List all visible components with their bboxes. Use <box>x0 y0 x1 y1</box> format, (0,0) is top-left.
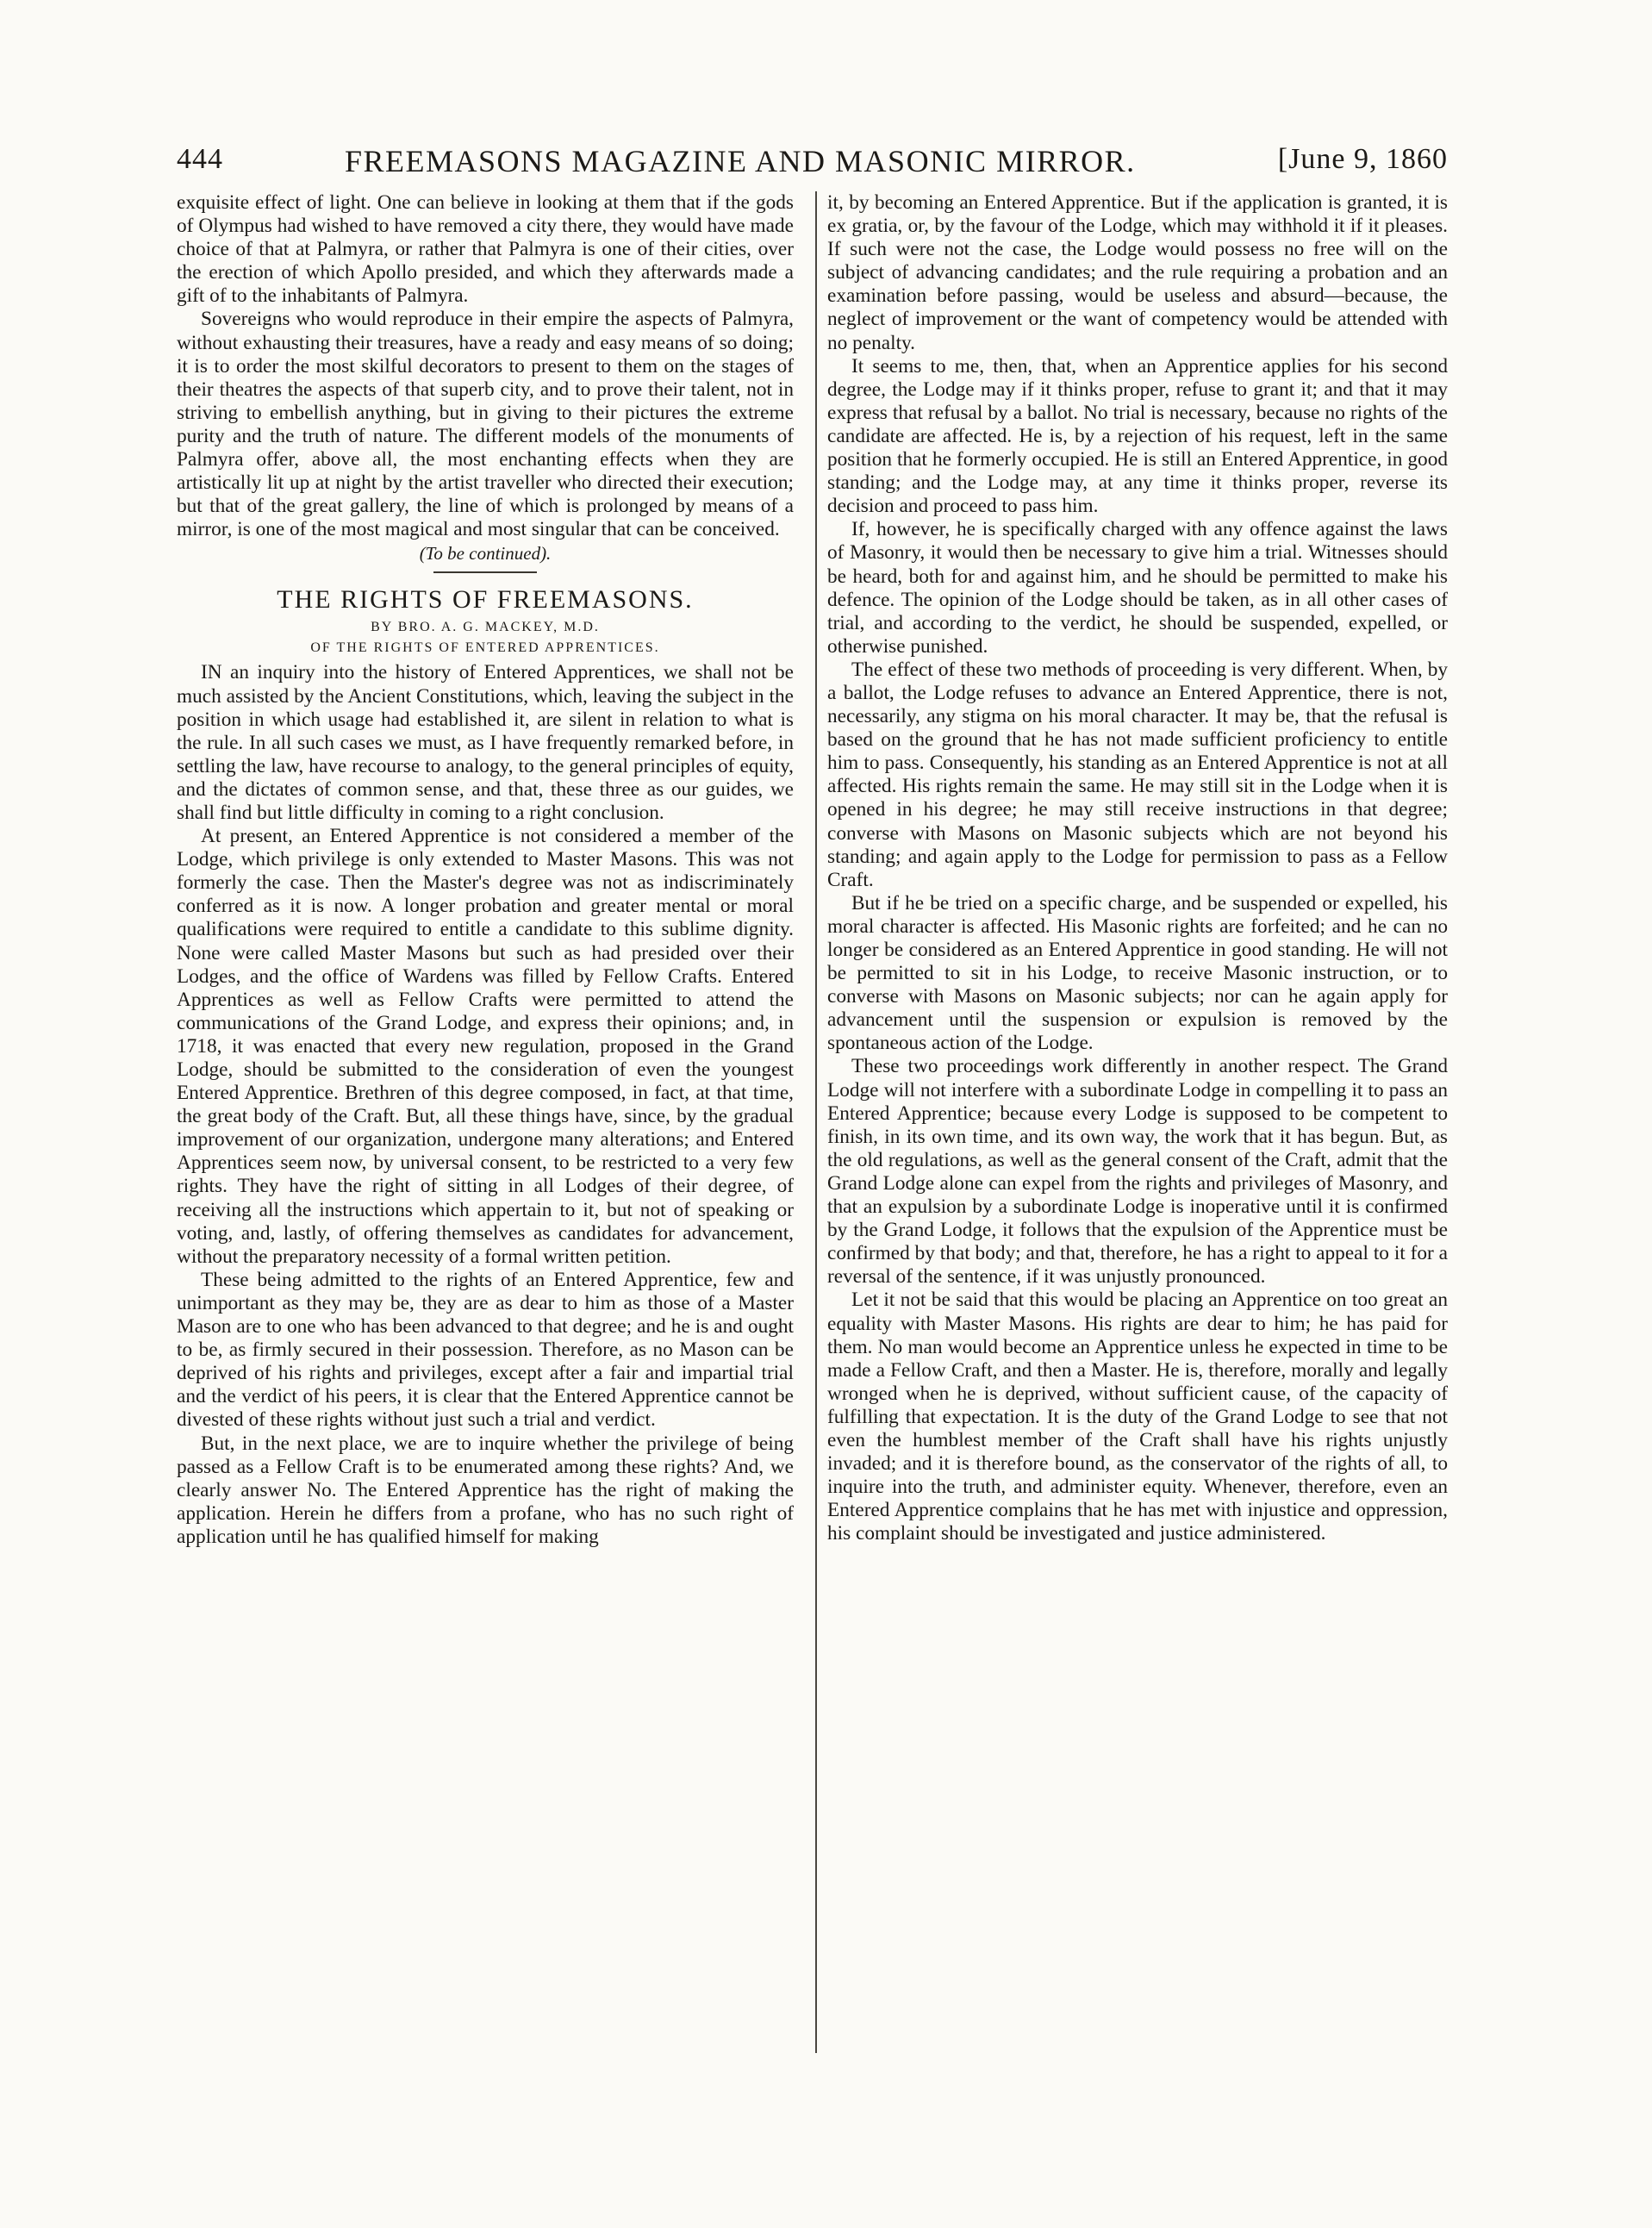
left-column <box>177 191 794 2053</box>
running-title: FREEMASONS MAGAZINE AND MASONIC MIRROR. <box>345 144 1136 178</box>
article-byline: BY BRO. A. G. MACKEY, M.D. <box>371 620 600 635</box>
paragraph: IN an inquiry into the history of Entered Apprentices, we shall not be much assisted by the Ancient Constitutions, which, leaving the subject in the position in which usage had established it, are silent in relation to what is the rule. In all such cases we must, as I have frequently remarked before, in settling the law, have recourse to analogy, to the general principles of equity, and the dictates of common sense, and that, these three as our guides, we shall find but little difficulty in coming to a right conclusion. <box>177 661 794 824</box>
right-column <box>827 191 1448 2053</box>
paragraph: It seems to me, then, that, when an Apprentice applies for his second degree, the Lodge may if it thinks proper, refuse to grant it; and that it may express that refusal by a ballot. No trial is necessary, because no rights of the candidate are affected. He is, by a rejection of his request, left in the same position that he formerly occupied. He is still an Entered Apprentice, in good standing; and the Lodge may, at any time it thinks proper, reverse its decision and proceed to pass him. <box>827 354 1448 518</box>
section-divider <box>433 571 537 573</box>
paragraph: These two proceedings work differently in another respect. The Grand Lodge will not interfere with a subordinate Lodge in compelling it to pass an Entered Apprentice; because every Lodge is supposed to be competent to finish, in its own time, and its own way, the work that it has begun. But, as the old regulations, as well as the general consent of the Craft, admit that the Grand Lodge alone can expel from the rights and privileges of Masonry, and that an expulsion by a subordinate Lodge is inoperative until it is confirmed by the Grand Lodge, it follows that the expulsion of the Apprentice must be confirmed by that body; and that, therefore, he has a right to appeal to it for a reversal of the sentence, if it was unjustly pronounced. <box>827 1055 1448 1289</box>
paragraph: These being admitted to the rights of an Entered Apprentice, few and unimportant as they may be, they are as dear to him as those of a Master Mason are to one who has been advanced to that degree; and he is and ought to be, as firmly secured in their possession. Therefore, as no Mason can be deprived of his rights and privileges, except after a fair and impartial trial and the verdict of his peers, it is clear that the Entered Apprentice cannot be divested of these rights without just such a trial and verdict. <box>177 1268 794 1432</box>
article-title: THE RIGHTS OF FREEMASONS. <box>277 585 694 615</box>
page-number: 444 <box>177 143 223 175</box>
column-divider <box>815 191 817 2053</box>
paragraph: At present, an Entered Apprentice is not considered a member of the Lodge, which privilege is only extended to Master Masons. This was not formerly the case. Then the Master's degree was not as indiscriminately conferred as it is now. A longer probation and greater mental or moral qualifications were required to entitle a candidate to this sublime dignity. None were called Master Masons but such as had presided over their Lodges, and the office of Wardens was filled by Fellow Crafts. Entered Apprentices as well as Fellow Crafts were permitted to attend the communications of the Grand Lodge, and express their opinions; and, in 1718, it was enacted that every new regulation, proposed in the Grand Lodge, should be submitted to the consideration of even the youngest Entered Apprentice. Brethren of this degree composed, in fact, at that time, the great body of the Craft. But, all these things have, since, by the gradual improvement of our organization, undergone many alterations; and Entered Apprentices seem now, by universal consent, to be restricted to a very few rights. They have the right of sitting in all Lodges of their degree, of receiving all the instructions which appertain to it, but not of speaking or voting, and, lastly, of offering themselves as candidates for advancement, without the preparatory necessity of a formal written petition. <box>177 825 794 1268</box>
issue-date: [June 9, 1860 <box>1277 143 1448 175</box>
paragraph: Sovereigns who would reproduce in their empire the aspects of Palmyra, without exhausting their treasures, have a ready and easy means of so doing; it is to order the most skilful decorators to present to them on the stages of their theatres the aspects of that superb city, and to prove their talent, not in striving to embellish anything, but in giving to their pictures the extreme purity and the truth of nature. The different models of the monuments of Palmyra offer, above all, the most enchanting effects when they are artistically lit up at night by the artist traveller who directed their execution; but that of the great gallery, the line of which is prolonged by means of a mirror, is one of the most magical and most singular that can be conceived. <box>177 308 794 541</box>
paragraph: The effect of these two methods of proceeding is very different. When, by a ballot, the Lodge refuses to advance an Entered Apprentice, there is not, necessarily, any stigma on his moral character. It may be, that the refusal is based on the ground that he has not made sufficient proficiency to entitle him to pass. Consequently, his standing as an Entered Apprentice is not at all affected. His rights remain the same. He may still sit in the Lodge when it is opened in his degree; he may still receive instructions in that degree; converse with Masons on Masonic subjects which are not beyond his standing; and again apply to the Lodge for permission to pass as a Fellow Craft. <box>827 658 1448 891</box>
paragraph: exquisite effect of light. One can believe in looking at them that if the gods of Olympus had wished to have removed a city there, they would have made choice of that at Palmyra, or rather that Palmyra is one of their cities, over the erection of which Apollo presided, and which they afterwards made a gift of to the inhabitants of Palmyra. <box>177 191 794 308</box>
paragraph: Let it not be said that this would be placing an Apprentice on too great an equality with Master Masons. His rights are dear to him; he has paid for them. No man would become an Apprentice unless he expected in time to be made a Fellow Craft, and then a Master. He is, therefore, morally and legally wronged when he is deprived, without sufficient cause, of the capacity of fulfilling that expectation. It is the duty of the Grand Lodge to see that not even the humblest member of the Craft shall have his rights unjustly invaded; and it is therefore bound, as the conservator of the rights of all, to inquire into the truth, and administer equity. Whenever, therefore, even an Entered Apprentice complains that he has met with injustice and oppression, his complaint should be investigated and justice administered. <box>827 1289 1448 1545</box>
paragraph: If, however, he is specifically charged with any offence against the laws of Masonry, it would then be necessary to give him a trial. Witnesses should be heard, both for and against him, and he should be permitted to make his defence. The opinion of the Lodge should be taken, as in all other cases of trial, and according to the verdict, he should be suspended, expelled, or otherwise punished. <box>827 518 1448 658</box>
page-header <box>177 143 1448 186</box>
paragraph: But if he be tried on a specific charge, and be suspended or expelled, his moral character is affected. His Masonic rights are forfeited; and he can no longer be considered as an Entered Apprentice in good standing. He will not be permitted to sit in his Lodge, to receive Masonic instruction, or to converse with Masons on Masonic subjects; nor can he again apply for advancement until the suspension or expulsion is removed by the spontaneous action of the Lodge. <box>827 891 1448 1055</box>
to-be-continued-note: (To be continued). <box>419 543 552 565</box>
article-subtitle: OF THE RIGHTS OF ENTERED APPRENTICES. <box>310 640 660 656</box>
paragraph: But, in the next place, we are to inquire whether the privilege of being passed as a Fellow Craft is to be enumerated among these rights? And, we clearly answer No. The Entered Apprentice has the right of making the application. Herein he differs from a profane, who has no such right of application until he has qualified himself for making <box>177 1432 794 1548</box>
paragraph: it, by becoming an Entered Apprentice. But if the application is granted, it is ex gratia, or, by the favour of the Lodge, which may withhold it if it pleases. If such were not the case, the Lodge would possess no free will on the subject of advancing candidates; and the rule requiring a probation and an examination before passing, would be useless and absurd—because, the neglect of improvement or the want of competency would be attended with no penalty. <box>827 191 1448 354</box>
